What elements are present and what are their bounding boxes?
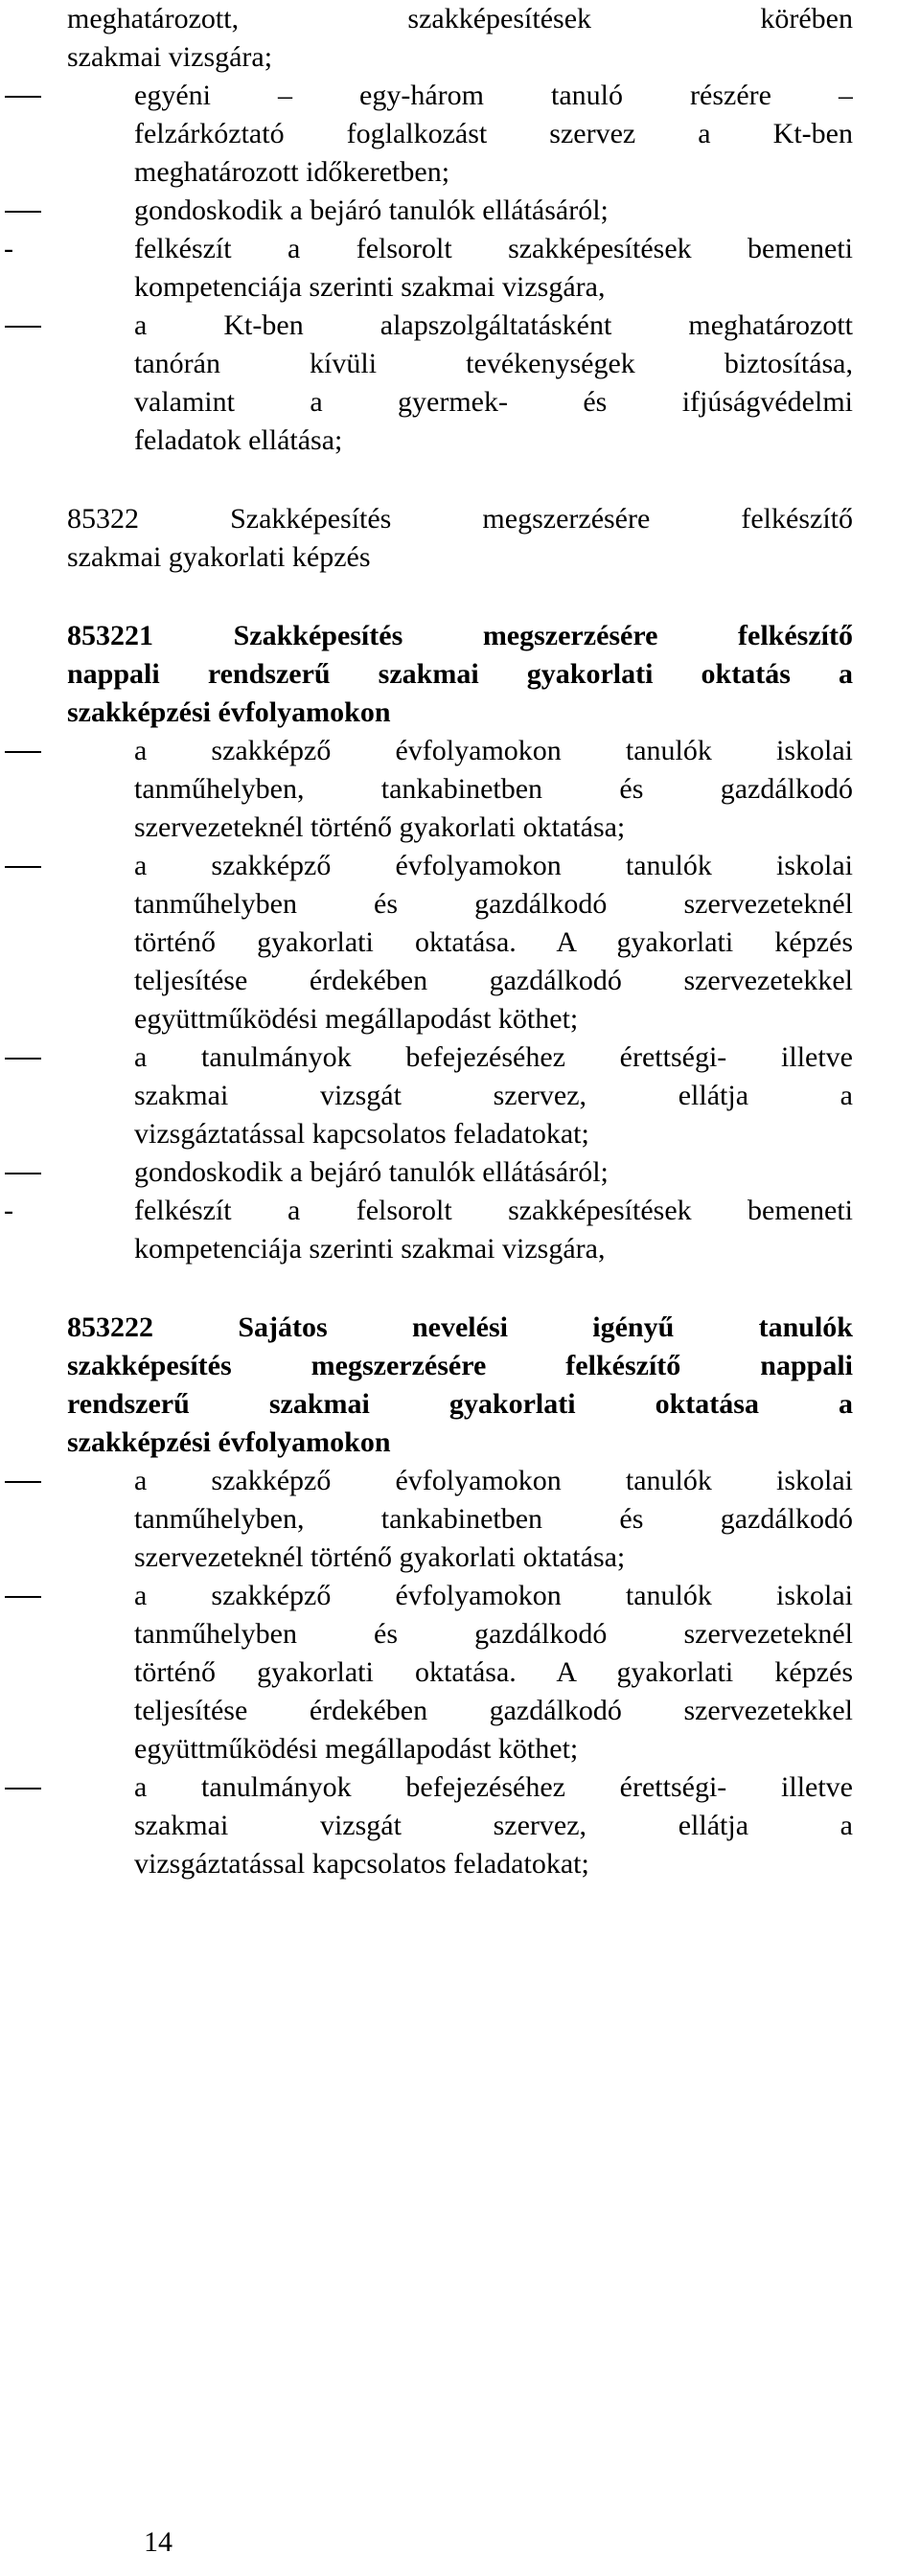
list-section-1: [4, 77, 853, 460]
list-item: [67, 1153, 853, 1192]
text-line: a tanulmányok befejezéséhez érettségi- illetve: [134, 1771, 853, 1803]
section-heading-line: 85322 Szakképesítés megszerzésére felkészítő: [67, 503, 853, 535]
list-item: [67, 1462, 853, 1577]
section-heading-line: 853221 Szakképesítés megszerzésére felkészítő: [67, 620, 853, 651]
section-heading-line: szakképesítés megszerzésére felkészítő nappali: [67, 1350, 853, 1381]
text-line: meghatározott időkeretben;: [134, 156, 450, 188]
text-line: történő gyakorlati oktatása. A gyakorlati képzés: [134, 1656, 853, 1688]
list-item: [67, 307, 853, 460]
text-line: valamint a gyermek- és ifjúságvédelmi: [134, 386, 853, 418]
text-line: a szakképző évfolyamokon tanulók iskolai: [134, 1580, 853, 1611]
list-item: [67, 847, 853, 1038]
text-line: felkészít a felsorolt szakképesítések bemeneti: [134, 233, 853, 264]
section-heading-line: rendszerű szakmai gyakorlati oktatása a: [67, 1388, 853, 1420]
text-line: szervezeteknél történő gyakorlati oktatása;: [134, 811, 626, 843]
text-line: felzárkóztató foglalkozást szervez a Kt-ben: [134, 118, 853, 149]
text-line: tanműhelyben, tankabinetben és gazdálkodó: [134, 1503, 853, 1535]
text-line: kompetenciája szerinti szakmai vizsgára,: [134, 271, 606, 303]
text-line: vizsgáztatással kapcsolatos feladatokat;: [134, 1848, 589, 1880]
list-item: [67, 77, 853, 192]
spacer: [67, 577, 853, 617]
text-line: együttműködési megállapodást köthet;: [134, 1003, 579, 1035]
text-line: gondoskodik a bejáró tanulók ellátásáról;: [134, 194, 609, 226]
list-item: [67, 732, 853, 847]
intro-paragraph: [67, 0, 853, 77]
list-item: - felkészít a felsorolt szakképesítések bemeneti kompetenciája szerinti szakmai vizsgára,: [67, 1192, 853, 1268]
text-line: tanműhelyben és gazdálkodó szervezeteknél: [134, 888, 853, 920]
text-line: tanműhelyben és gazdálkodó szervezeteknél: [134, 1618, 853, 1650]
section-heading-line: szakképzési évfolyamokon: [67, 696, 391, 728]
text-line: a szakképző évfolyamokon tanulók iskolai: [134, 850, 853, 881]
text-line: szakmai vizsgát szervez, ellátja a: [134, 1080, 853, 1111]
text-line: történő gyakorlati oktatása. A gyakorlati képzés: [134, 926, 853, 958]
text-line: vizsgáztatással kapcsolatos feladatokat;: [134, 1118, 589, 1150]
text-line: együttműködési megállapodást köthet;: [134, 1733, 579, 1765]
text-line: feladatok ellátása;: [134, 424, 343, 456]
text-line: teljesítése érdekében gazdálkodó szervezetekkel: [134, 965, 853, 996]
document-page: [4, 0, 853, 1883]
text-line: a szakképző évfolyamokon tanulók iskolai: [134, 1465, 853, 1496]
spacer: [67, 1268, 853, 1309]
text-line: tanórán kívüli tevékenységek biztosítása,: [134, 348, 853, 379]
text-line: a tanulmányok befejezéséhez érettségi- illetve: [134, 1041, 853, 1073]
section-heading-line: 853222 Sajátos nevelési igényű tanulók: [67, 1311, 853, 1343]
list-item: [67, 1768, 853, 1883]
text-line: meghatározott, szakképesítések körében: [67, 3, 853, 34]
list-item: [67, 1577, 853, 1768]
section-853221: [4, 617, 853, 1268]
text-line: egyéni – egy-három tanuló részére –: [134, 80, 853, 111]
section-85322: [67, 500, 853, 577]
section-heading-line: szakképzési évfolyamokon: [67, 1426, 391, 1458]
text-line: kompetenciája szerinti szakmai vizsgára,: [134, 1233, 606, 1265]
text-line: szakmai vizsgát szervez, ellátja a: [134, 1810, 853, 1841]
section-heading-line: nappali rendszerű szakmai gyakorlati oktatás a: [67, 658, 853, 690]
text-line: tanműhelyben, tankabinetben és gazdálkodó: [134, 773, 853, 805]
page-number: 14: [144, 2526, 172, 2558]
text-line: felkészít a felsorolt szakképesítések bemeneti: [134, 1195, 853, 1226]
text-line: szervezeteknél történő gyakorlati oktatása;: [134, 1541, 626, 1573]
list-item: [67, 192, 853, 230]
spacer: [67, 460, 853, 500]
section-heading-line: szakmai gyakorlati képzés: [67, 541, 371, 573]
text-line: szakmai vizsgára;: [67, 41, 273, 73]
text-line: teljesítése érdekében gazdálkodó szervezetekkel: [134, 1695, 853, 1726]
text-line: a Kt-ben alapszolgáltatásként meghatározott: [134, 309, 853, 341]
text-line: gondoskodik a bejáró tanulók ellátásáról;: [134, 1156, 609, 1188]
section-853222: [67, 1309, 853, 1883]
list-item: - felkészít a felsorolt szakképesítések bemeneti kompetenciája szerinti szakmai vizsgára,: [67, 230, 853, 307]
text-line: a szakképző évfolyamokon tanulók iskolai: [134, 735, 853, 766]
list-item: [67, 1038, 853, 1153]
